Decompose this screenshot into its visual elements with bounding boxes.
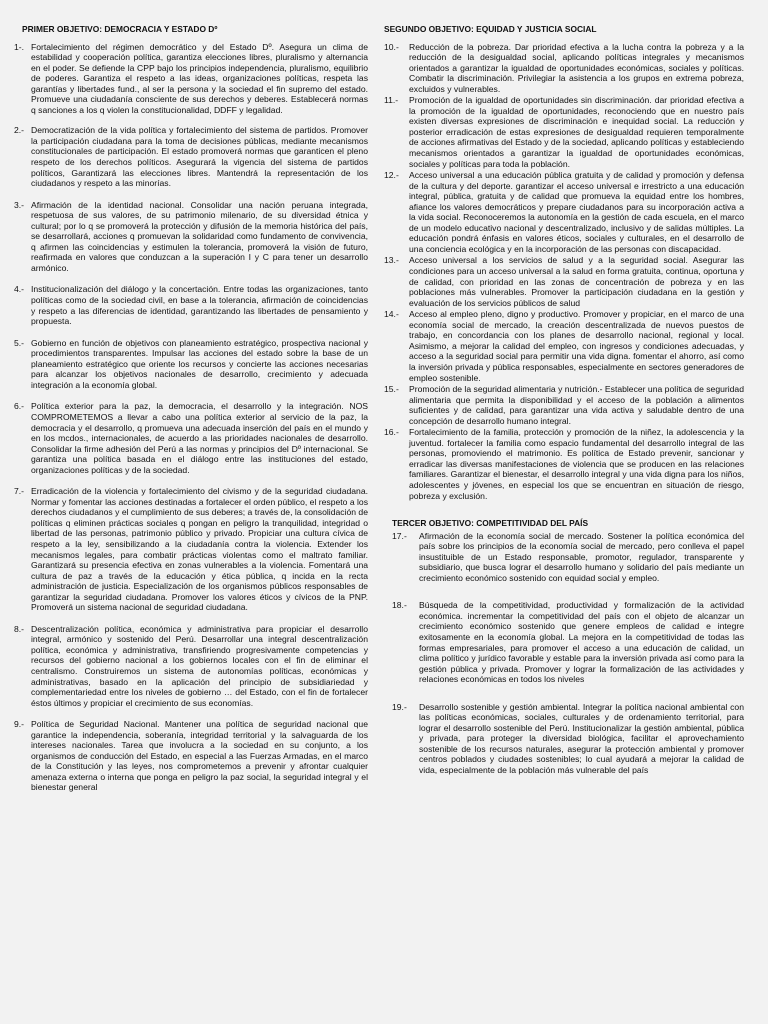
objetivo1-item-5 (14, 338, 368, 391)
objetivo1-item-2 (14, 125, 368, 188)
item-number: 9.- (14, 719, 25, 730)
objetivo3-item-19 (392, 702, 744, 776)
item-text: Fortalecimiento de la familia, protección y promoción de la niñez, la adolescencia y la juventud. fortalecer la familia como espacio fundamental del desarrollo integral de las personas, promoviendo el matrimonio. Es política de Estado prevenir, sancionar y erradicar las diversas manifestaciones de violencia que se producen en las relaciones familiares. Garantizar el bienestar, el desarrollo integral y una vida digna para los niños, adolescentes y jóvenes, en especial los que se encuentran en situación de riesgo, pobreza y exclusión. (409, 427, 744, 501)
objetivo2-item-11 (384, 95, 744, 169)
objetivo3-item-17 (392, 531, 744, 584)
objetivo1-item-9 (14, 719, 368, 793)
item-text: Erradicación de la violencia y fortalecimiento del civismo y de la seguridad ciudadana. Normar y fomentar las acciones destinadas a fortalecer el orden público, el respeto a los derechos ciudadanos y el cumplimiento de sus deberes; a través de, la consolidación de políticas q eliminen prácticas sociales q pongan en peligro la tranquilidad, integridad o libertad de las personas, patrimonio público y privado. Propiciar una cultura cívica de respeto a la ley, sensibilizando a la ciudadanía contra la violencia. Extender los mecanismos legales, para combatir prácticas violentas como el maltrato familiar. Garantizará su presencia efectiva en zonas vulnerables a la violencia. Fomentará una cultura de paz a través de la educación y ética pública, q incida en la recta administración de justicia. Especialización de los organismos públicos responsables de garantizar la seguridad ciudadana. Promover los valores éticos y cívicos de la PNP. Promoverá un sistema nacional de seguridad ciudadana. (31, 486, 368, 613)
item-number: 6.- (14, 401, 25, 412)
item-text: Descentralización política, económica y administrativa para propiciar el desarrollo integral, armónico y sostenido del Perú. Desarrollar una integral descentralización política, económica y administrativa, transfiriendo progresivamente competencias y recursos del gobierno nacional a los gobiernos locales con el fin de eliminar el centralismo. Construiremos un sistema de autonomías políticas, económicas y administrativas, basado en la aplicación del principio de subsidiariedad y complementariedad entre los niveles de gobierno … del Estado, con el fin de fortalecer éstos últimos y propiciar el crecimiento de sus economías. (31, 623, 368, 708)
item-text: Política exterior para la paz, la democracia, el desarrollo y la integración. NOS COMPROMETEMOS a llevar a cabo una política exterior al servicio de la paz, la democracia y el desarrollo, q promueva una adecuada inserción del país en el mundo y en los mcdos., internacionales, de acuerdo a las prioridades nacionales de desarrollo. Consolidar la firme adhesión del Perú a las normas y principios del Dº internacional. Se garantiza una política basada en el diálogo entre las instituciones del estado, organizaciones políticas y de la sociedad. (31, 401, 368, 475)
item-number: 3.- (14, 199, 25, 210)
objetivo1-item-8 (14, 624, 368, 708)
item-number: 4.- (14, 284, 25, 295)
objetivo1-item-4 (14, 284, 368, 326)
objetivo2-item-13 (384, 255, 744, 308)
item-text: Fortalecimiento del régimen democrático y del Estado Dº. Asegura un clima de estabilidad y cooperación política, garantiza elecciones libres, pluralismo y alternancia en el poder. Se defiende la CPP bajo los principios independencia, pluralismo, equilibrio de poderes. Garantiza el respeto a las ideas, organizaciones políticas, respeta las garantías y libertades fund., al ser la persona y la sociedad el fin supremo del estado. Promueve una ciudadanía consciente de sus derechos y deberes. Establecerá normas q sanciones a los q violen la constitucionalidad, DDFF y legalidad. (31, 41, 368, 115)
item-text: Desarrollo sostenible y gestión ambiental. Integrar la política nacional ambiental con las políticas económicas, sociales, culturales y de ordenamiento territorial, para lograr el desarrollo sostenible del Perú. Institucionalizar la gestión ambiental, pública y privada, para proteger la diversidad biológica, facilitar el aprovechamiento sostenible de los recursos naturales, asegurar la protección ambiental y promover centros poblados y ciudades sostenibles; lo cual ayudará a mejorar la calidad de vida, especialmente de la población más vulnerable del país (419, 701, 744, 775)
item-number: 5.- (14, 337, 25, 348)
objetivo2-heading: SEGUNDO OBJETIVO: EQUIDAD Y JUSTICIA SOCIAL (384, 24, 597, 34)
objetivo2-item-14 (384, 309, 744, 383)
item-number: 14.- (384, 309, 399, 320)
item-number: 10.- (384, 41, 399, 52)
objetivo1-heading: PRIMER OBJETIVO: DEMOCRACIA Y ESTADO Dº (22, 24, 218, 34)
objetivo2-item-12 (384, 170, 744, 254)
objetivo3-heading: TERCER OBJETIVO: COMPETITIVIDAD DEL PAÍS (392, 518, 589, 529)
objetivo2-item-10 (384, 42, 744, 95)
item-number: 16.- (384, 427, 399, 438)
item-text: Afirmación de la economía social de mercado. Sostener la política económica del país sobre los principios de la economía social de mercado, pero conlleva el papel insustituible de un Estado responsable, promotor, regulador, transparente y subsidiario, que busca lograr el desarrollo humano y solidario del país mediante un crecimiento económico sostenido con equidad social y empleo. (419, 530, 744, 583)
item-text: Acceso al empleo pleno, digno y productivo. Promover y propiciar, en el marco de una economía social de mercado, la creación descentralizada de nuevos puestos de trabajo, en concordancia con los planes de desarrollo nacional, regional y local. Asimismo, a mejorar la calidad del empleo, con ingresos y condiciones adecuadas, y acceso a la seguridad social para permitir una vida digna. fomentar el ahorro, así como la inversión privada y pública responsables, especialmente en sectores generadores de empleo sostenible. (409, 309, 744, 383)
item-number: 12.- (384, 170, 399, 181)
item-number: 17.- (392, 530, 407, 541)
item-text: Política de Seguridad Nacional. Mantener una política de seguridad nacional que garantice la independencia, soberanía, integridad territorial y la salvaguarda de los intereses nacionales. Tarea que involucra a la sociedad en su conjunto, a los organismos de conducción del Estado, en especial a las Fuerzas Armadas, en el marco de la Constitución y las leyes, nos comprometemos a prevenir y afrontar cualquier amenaza externa o interna que ponga en peligro la paz social, la seguridad integral y el bienestar general (31, 719, 368, 793)
item-text: Gobierno en función de objetivos con planeamiento estratégico, prospectiva nacional y procedimientos transparentes. Impulsar las acciones del estado sobre la base de un planeamiento estratégico que oriente los recursos y concierte las acciones necesarias para alcanzar los objetivos nacionales de desarrollo, crecimiento y adecuada integración a la economía global. (31, 337, 368, 390)
objetivo3-item-18 (392, 600, 744, 684)
objetivo2-item-15 (384, 384, 744, 426)
item-number: 18.- (392, 600, 407, 611)
left-column (14, 24, 368, 793)
item-text: Acceso universal a una educación pública gratuita y de calidad y promoción y defensa de la cultura y del deporte. garantizar el acceso universal e irrestricto a una educación integral, pública, gratuita y de calidad que promueva la equidad entre los hombres, afiance los valores democráticos y prepare ciudadanos para su incorporación activa a la vida social. Reconoceremos la autonomía en la gestión de cada escuela, en el marco de un modelo educativo nacional y descentralizado, inclusivo y de salidas múltiples. La educación pondrá énfasis en valores éticos, sociales y culturales, en el desarrollo de una conciencia ecológica y en la incorporación de las personas con discapacidad. (409, 170, 744, 254)
right-column (384, 24, 744, 776)
item-number: 13.- (384, 255, 399, 266)
item-text: Búsqueda de la competitividad, productividad y formalización de la actividad económica. incrementar la competitividad del país con el objeto de alcanzar un crecimiento económico sostenido que genere empleos de calidad e integre exitosamente en la economía global. La mejora en la competitividad de todas las formas empresariales, para promover el acceso a una educación de calidad, un clima político y jurídico favorable y estable para la inversión privada así como para la gestión pública y privada. Promover y lograr la formalización de las actividades y relaciones económicas en todos los niveles (419, 600, 744, 685)
item-number: 7.- (14, 486, 25, 497)
item-number: 11.- (384, 95, 399, 106)
item-text: Reducción de la pobreza. Dar prioridad efectiva a la lucha contra la pobreza y a la reducción de la desigualdad social, aplicando políticas integrales y mecanismos orientados a garantizar la igualdad de oportunidades económicas, sociales y políticas. Combatir la discriminación. Privilegiar la asistencia a los grupos en extrema pobreza, excluidos y vulnerables. (409, 41, 744, 94)
objetivo2-item-16 (384, 427, 744, 501)
item-text: Promoción de la seguridad alimentaria y nutrición.- Establecer una política de seguridad alimentaria que permita la disponibilidad y el acceso de la población a alimentos suficientes y de calidad, para garantizar una vida activa y saludable dentro de una concepción de desarrollo humano integral. (409, 384, 744, 426)
item-text: Institucionalización del diálogo y la concertación. Entre todas las organizaciones, tanto políticas como de la sociedad civil, en base a la tolerancia, afirmación de coincidencias y respeto a las diferencias de identidad, garantizando las libertades de pensamiento y propuesta. (31, 284, 368, 327)
objetivo1-item-7 (14, 486, 368, 613)
item-number: 8.- (14, 623, 25, 634)
objetivo1-item-6 (14, 401, 368, 475)
item-number: 19.- (392, 701, 407, 712)
item-text: Democratización de la vida política y fortalecimiento del sistema de partidos. Promover la participación ciudadana para la toma de decisiones públicas, mediante mecanismos constitucionales de participación. El estado promoverá normas que garanticen el pleno respeto de los derechos políticos. Asegurará la vigencia del sistema de partidos políticos, Garantizará las elecciones libres. Mantendrá la representación de los ciudadanos y respeto a las minorías. (31, 125, 368, 189)
objetivo3-section (384, 518, 744, 775)
item-text: Promoción de la igualdad de oportunidades sin discriminación. dar prioridad efectiva a la promoción de la igualdad de oportunidades, reconociendo que en nuestro país existen diversas expresiones de discriminación e inequidad social. La reducción y posterior erradicación de estas expresiones de desigualdad requieren temporalmente de acciones afirmativas del Estado y de la sociedad, aplicando políticas y estableciendo mecanismos orientados a garantizar la igualdad de oportunidades económicas, sociales y políticas para toda la población. (409, 95, 744, 169)
item-text: Acceso universal a los servicios de salud y a la seguridad social. Asegurar las condiciones para un acceso universal a la salud en forma gratuita, continua, oportuna y de calidad, con prioridad en las zonas de concentración de pobreza y en las poblaciones más vulnerables. Promover la participación ciudadana en la gestión y evaluación de los servicios públicos de salud (409, 255, 744, 308)
objetivo1-item-3 (14, 200, 368, 274)
item-number: 2.- (14, 125, 25, 136)
objetivo1-item-1 (14, 42, 368, 116)
item-number: 15.- (384, 384, 399, 395)
item-number: 1-. (14, 41, 25, 52)
item-text: Afirmación de la identidad nacional. Consolidar una nación peruana integrada, respetuosa de sus valores, de su patrimonio milenario, de su diversidad étnica y cultural; por lo q se promoverá la protección y difusión de la memoria histórica del país, se desarrollará, acciones q promuevan la solidaridad como fundamento de convivencia, q afirmen las coincidencias y estimulen la tolerancia, promoverá la visión de futuro, reafirmada en valores que conduzcan a la superación I y C para tener un desarrollo armónico. (31, 199, 368, 273)
